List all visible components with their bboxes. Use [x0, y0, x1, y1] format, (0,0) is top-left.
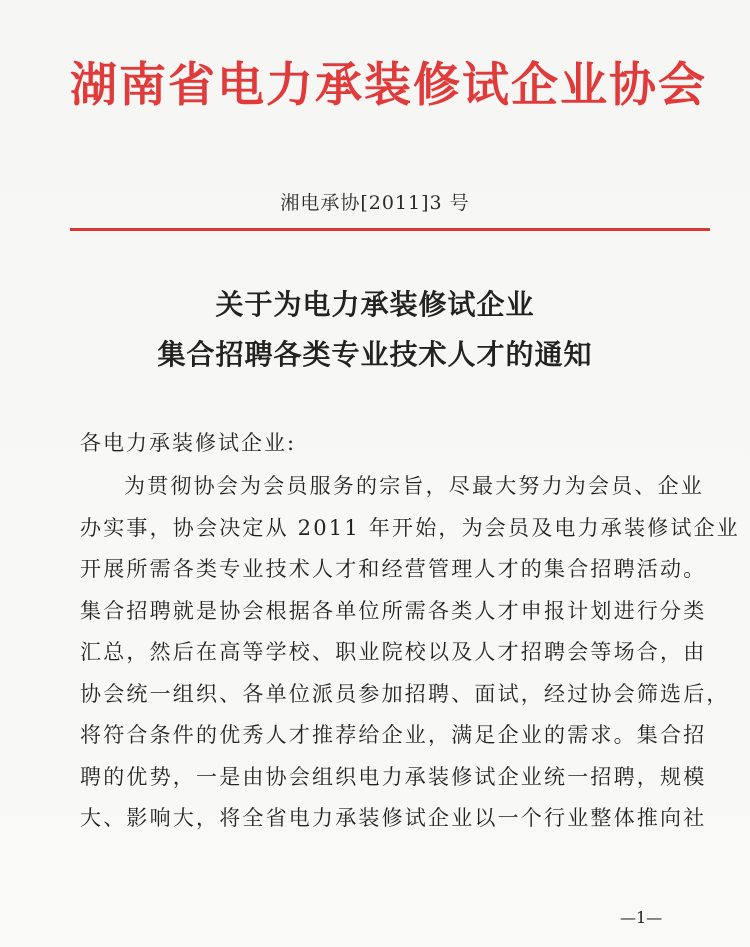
body-line: 集合招聘就是协会根据各单位所需各类人才申报计划进行分类 — [80, 598, 707, 623]
body-line: 协会统一组织、各单位派员参加招聘、面试，经过协会筛选后， — [80, 681, 730, 706]
salutation: 各电力承装修试企业: — [80, 431, 297, 455]
page-number: —1— — [620, 908, 663, 927]
body-line: 办实事，协会决定从 2011 年开始，为会员及电力承装修试企业 — [80, 515, 740, 540]
notice-title-line-1: 关于为电力承装修试企业 — [215, 288, 535, 321]
body-line: 将符合条件的优秀人才推荐给企业，满足企业的需求。集合招 — [80, 723, 707, 747]
notice-title-line-2: 集合招聘各类专业技术人才的通知 — [157, 338, 593, 371]
body-line: 为贯彻协会为会员服务的宗旨，尽最大努力为会员、企业 — [124, 474, 704, 498]
red-divider-line — [70, 228, 710, 231]
body-paragraph — [80, 466, 740, 840]
organization-header: 湖南省电力承装修试企业协会 — [70, 58, 707, 113]
body-line: 大、影响大，将全省电力承装修试企业以一个行业整体推向社 — [80, 806, 707, 830]
document-number: 湘电承协[2011]3 号 — [280, 192, 470, 214]
body-line: 汇总，然后在高等学校、职业院校以及人才招聘会等场合，由 — [80, 640, 707, 664]
body-line: 聘的优势，一是由协会组织电力承装修试企业统一招聘，规模 — [80, 764, 707, 789]
body-line: 开展所需各类专业技术人才和经营管理人才的集合招聘活动。 — [80, 557, 707, 581]
